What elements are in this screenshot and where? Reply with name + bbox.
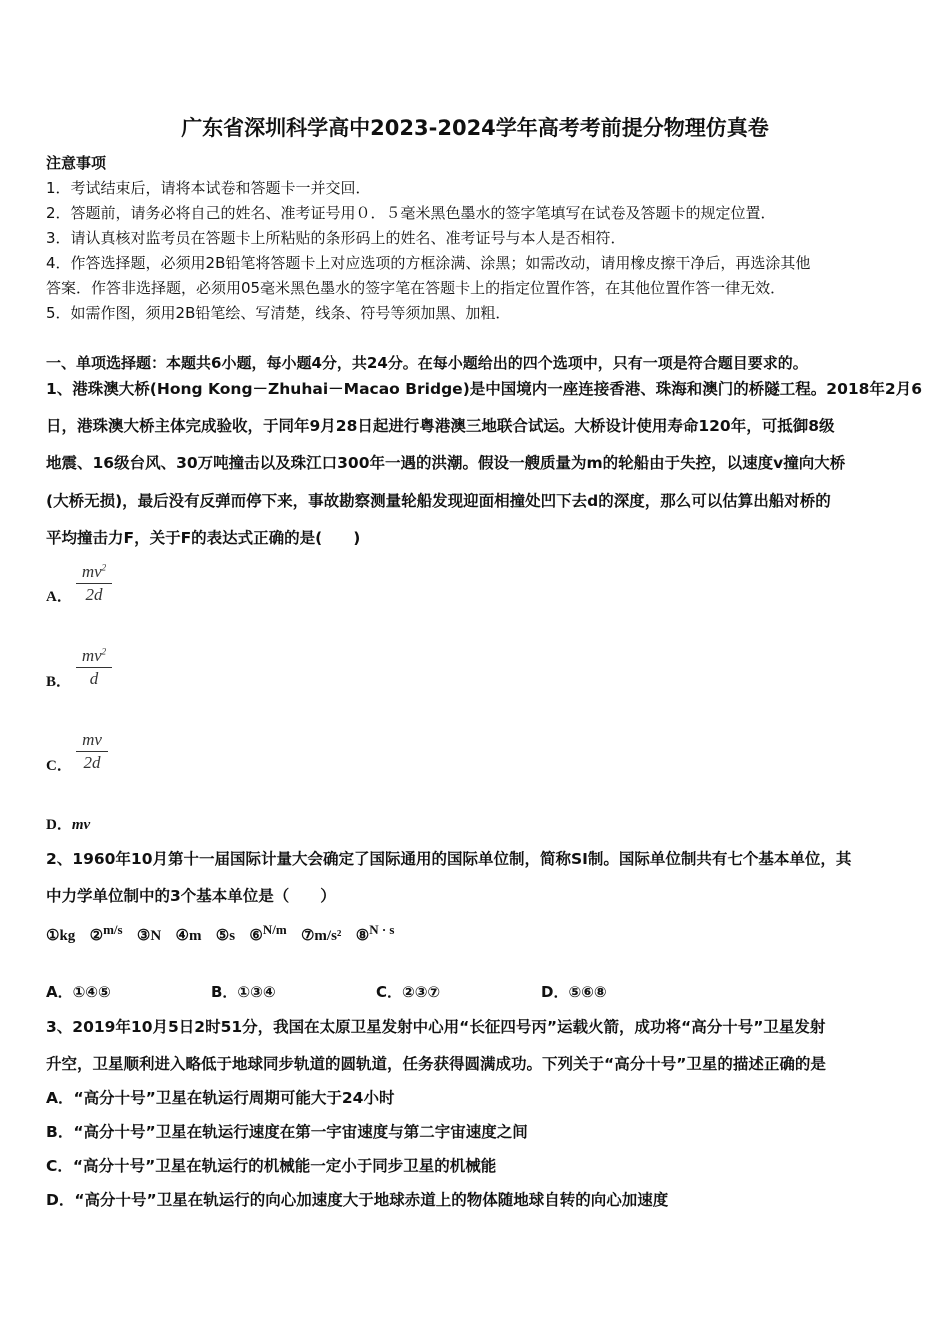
question-3-option: D．“高分十号”卫星在轨运行的向心加速度大于地球赤道上的物体随地球自转的向心加速度 [46, 1191, 669, 1209]
unit-item: ①kg [46, 928, 76, 944]
section-heading: 一、单项选择题：本题共6小题，每小题4分，共24分。在每小题给出的四个选项中，只有一项是符合题目要求的。 [46, 354, 808, 372]
unit-item: ②m/s [89, 922, 123, 944]
notice-line: 4．作答选择题，必须用2B铅笔将答题卡上对应选项的方框涂满、涂黑；如需改动，请用橡皮擦干净后，再选涂其他 [46, 254, 811, 272]
choice-a: A．①④⑤ [46, 983, 111, 1001]
choice-b: B．①③④ [211, 983, 276, 1001]
unit-item: ⑦m/s² [300, 928, 342, 944]
notice-line: 3．请认真核对监考员在答题卡上所粘贴的条形码上的姓名、准考证号与本人是否相符． [46, 229, 626, 247]
notice-heading: 注意事项 [46, 154, 107, 172]
option-d: D．mv [46, 817, 91, 833]
page-title: 广东省深圳科学高中2023-2024学年高考考前提分物理仿真卷 [181, 116, 769, 140]
option-c-label: C． [46, 758, 72, 774]
notice-line: 5．如需作图，须用2B铅笔绘、写清楚，线条、符号等须加黑、加粗． [46, 304, 511, 322]
option-a-formula: $mv^2$ 2d [76, 562, 112, 605]
unit-item: ⑥N/m [249, 922, 287, 944]
question-1-line: (大桥无损)，最后没有反弹而停下来，事故勘察测量轮船发现迎面相撞处凹下去d的深度，那么可以估算出船对桥的 [46, 492, 831, 510]
question-3-line: 升空，卫星顺利进入略低于地球同步轨道的圆轨道，任务获得圆满成功。下列关于“高分十号”卫星的描述正确的是 [46, 1055, 826, 1073]
question-1-line: 1、港珠澳大桥(Hong Kong－Zhuhai－Macao Bridge)是中国境内一座连接香港、珠海和澳门的桥隧工程。2018年2月6 [46, 380, 922, 398]
option-a-label: A． [46, 589, 72, 605]
question-2-line: 2、1960年10月第十一届国际计量大会确定了国际通用的国际单位制，简称SI制。国际单位制共有七个基本单位，其 [46, 850, 852, 868]
notice-line: 2．答题前，请务必将自己的姓名、准考证号用０．５毫米黑色墨水的签字笔填写在试卷及答题卡的规定位置． [46, 204, 776, 222]
question-3-option: C．“高分十号”卫星在轨运行的机械能一定小于同步卫星的机械能 [46, 1157, 497, 1175]
option-b-formula: $mv^2$ d [76, 646, 112, 689]
question-1-line: 平均撞击力F，关于F的表达式正确的是( ) [46, 529, 361, 547]
choice-c: C．②③⑦ [376, 983, 441, 1001]
question-3-option: B．“高分十号”卫星在轨运行速度在第一宇宙速度与第二宇宙速度之间 [46, 1123, 528, 1141]
question-3-line: 3、2019年10月5日2时51分，我国在太原卫星发射中心用“长征四号丙”运载火箭，成功将“高分十号”卫星发射 [46, 1018, 826, 1036]
notice-line: 答案．作答非选择题，必须用05毫米黑色墨水的签字笔在答题卡上的指定位置作答，在其他位置作答一律无效． [46, 279, 786, 297]
notice-line: 1．考试结束后，请将本试卷和答题卡一并交回． [46, 179, 371, 197]
unit-item: ③N [136, 928, 162, 944]
option-b-label: B． [46, 674, 72, 690]
unit-item: ⑧N · s [355, 922, 395, 944]
question-1-line: 地震、16级台风、30万吨撞击以及珠江口300年一遇的洪潮。假设一艘质量为m的轮船由于失控，以速度v撞向大桥 [46, 454, 846, 472]
question-3-option: A．“高分十号”卫星在轨运行周期可能大于24小时 [46, 1089, 395, 1107]
question-1-line: 日，港珠澳大桥主体完成验收，于同年9月28日起进行粤港澳三地联合试运。大桥设计使用寿命120年，可抵御8级 [46, 417, 835, 435]
question-2-line: 中力学单位制中的3个基本单位是（ ） [46, 887, 336, 905]
unit-item: ⑤s [215, 928, 236, 944]
choice-d: D．⑤⑥⑧ [541, 983, 607, 1001]
option-c-formula: mv 2d [76, 730, 108, 773]
units-row [46, 922, 395, 945]
unit-item: ④m [175, 928, 202, 944]
